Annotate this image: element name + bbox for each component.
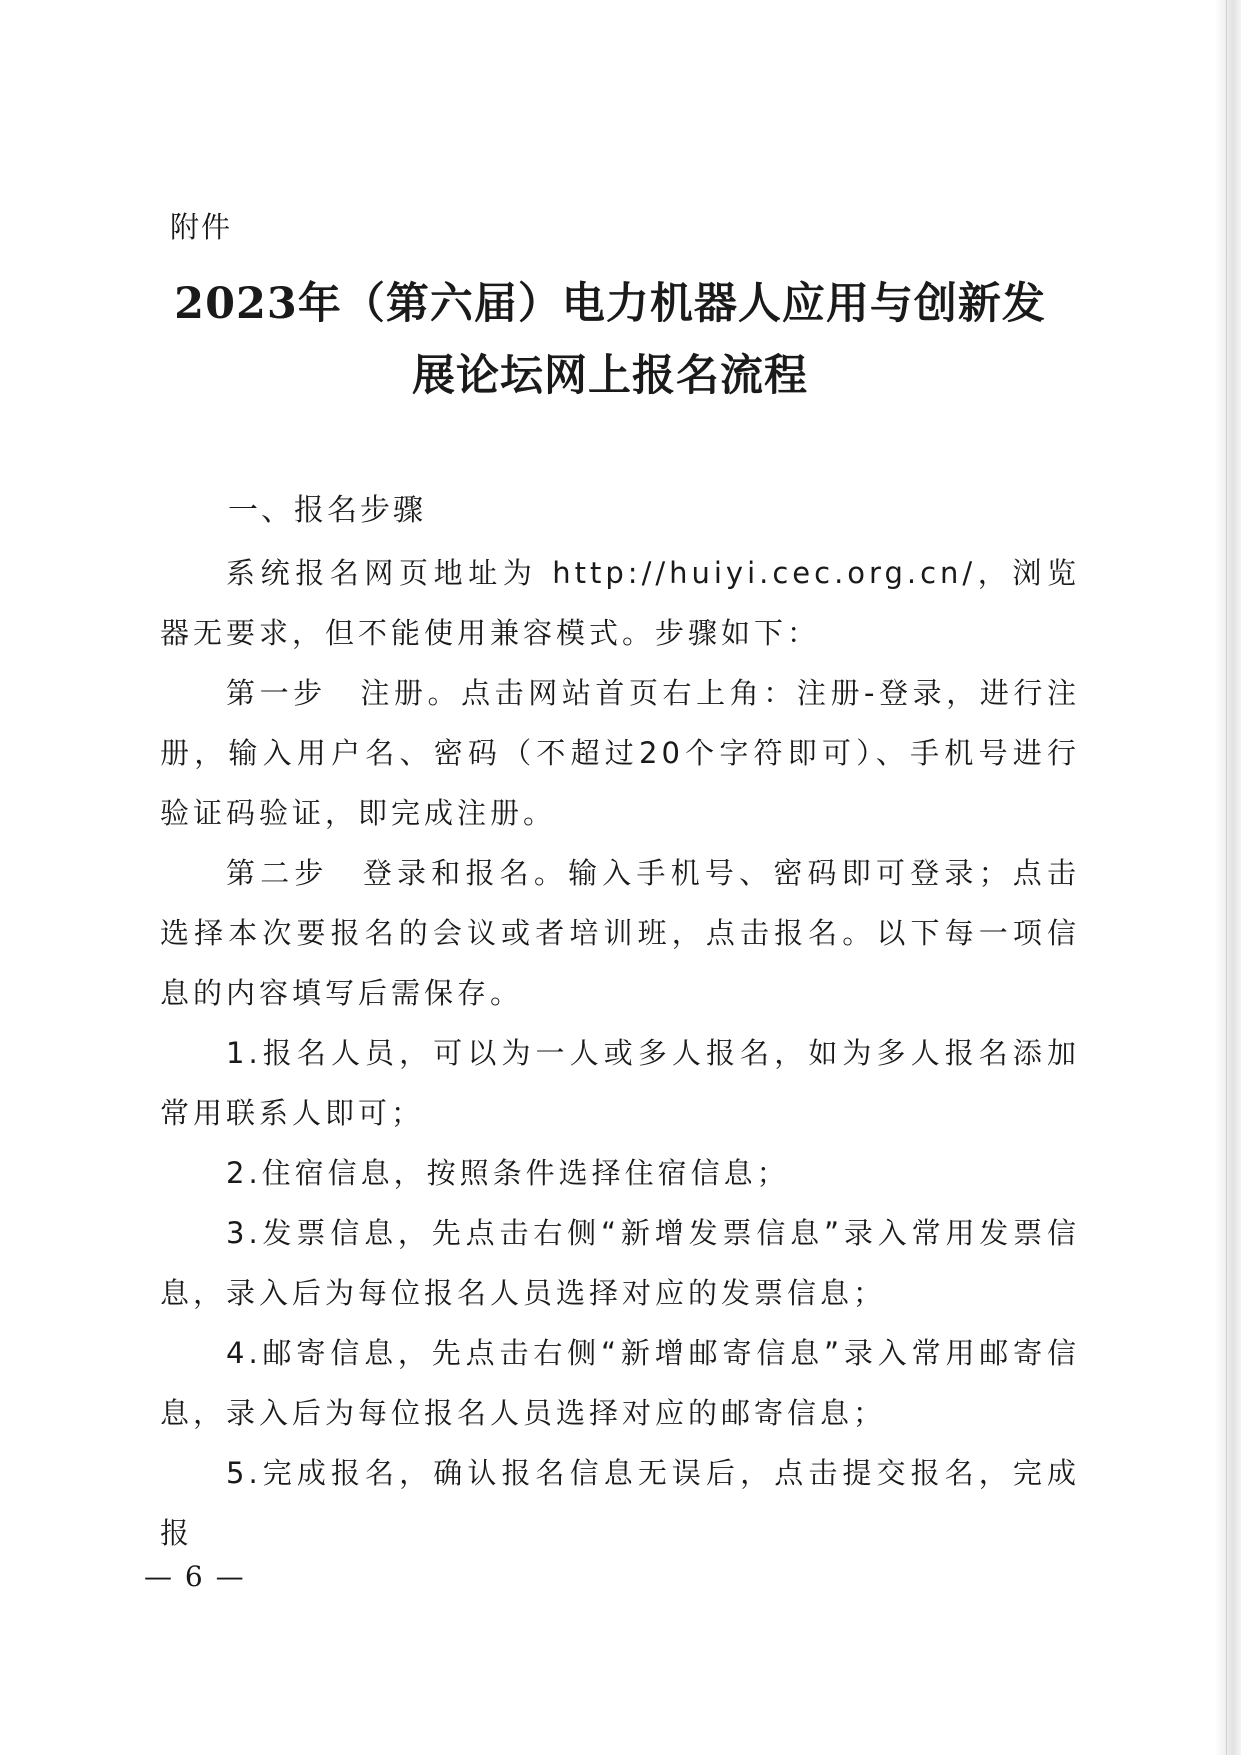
paragraph-step-2: 第二步 登录和报名。输入手机号、密码即可登录；点击选择本次要报名的会议或者培训班，点击报名。以下每一项信息的内容填写后需保存。 xyxy=(160,856,1080,1010)
title-line-2: 展论坛网上报名流程 xyxy=(412,351,808,401)
paragraph-item-1: 1.报名人员，可以为一人或多人报名，如为多人报名添加常用联系人即可； xyxy=(160,1036,1080,1130)
paragraph-item-3: 3.发票信息，先点击右侧“新增发票信息”录入常用发票信息，录入后为每位报名人员选择对应的发票信息； xyxy=(160,1216,1080,1310)
attachment-label: 附件 xyxy=(170,210,233,244)
body-text xyxy=(160,543,1080,1563)
title-line-1: 2023年（第六届）电力机器人应用与创新发 xyxy=(174,279,1046,329)
page-edge-line xyxy=(1226,0,1227,1755)
page-edge-shadow xyxy=(1215,0,1241,1755)
paragraph-step-1: 第一步 注册。点击网站首页右上角：注册-登录，进行注册，输入用户名、密码（不超过20个字符即可）、手机号进行验证码验证，即完成注册。 xyxy=(160,676,1080,830)
document-title xyxy=(150,268,1070,412)
paragraph-intro: 系统报名网页地址为 http://huiyi.cec.org.cn/，浏览器无要求，但不能使用兼容模式。步骤如下： xyxy=(160,556,1080,650)
paragraph-item-4: 4.邮寄信息，先点击右侧“新增邮寄信息”录入常用邮寄信息，录入后为每位报名人员选择对应的邮寄信息； xyxy=(160,1336,1080,1430)
paragraph-item-2: 2.住宿信息，按照条件选择住宿信息； xyxy=(226,1156,790,1190)
page-number: — 6 — xyxy=(144,1560,246,1593)
paragraph-item-5: 5.完成报名，确认报名信息无误后，点击提交报名，完成报 xyxy=(160,1456,1080,1550)
section-heading: 一、报名步骤 xyxy=(228,493,426,528)
